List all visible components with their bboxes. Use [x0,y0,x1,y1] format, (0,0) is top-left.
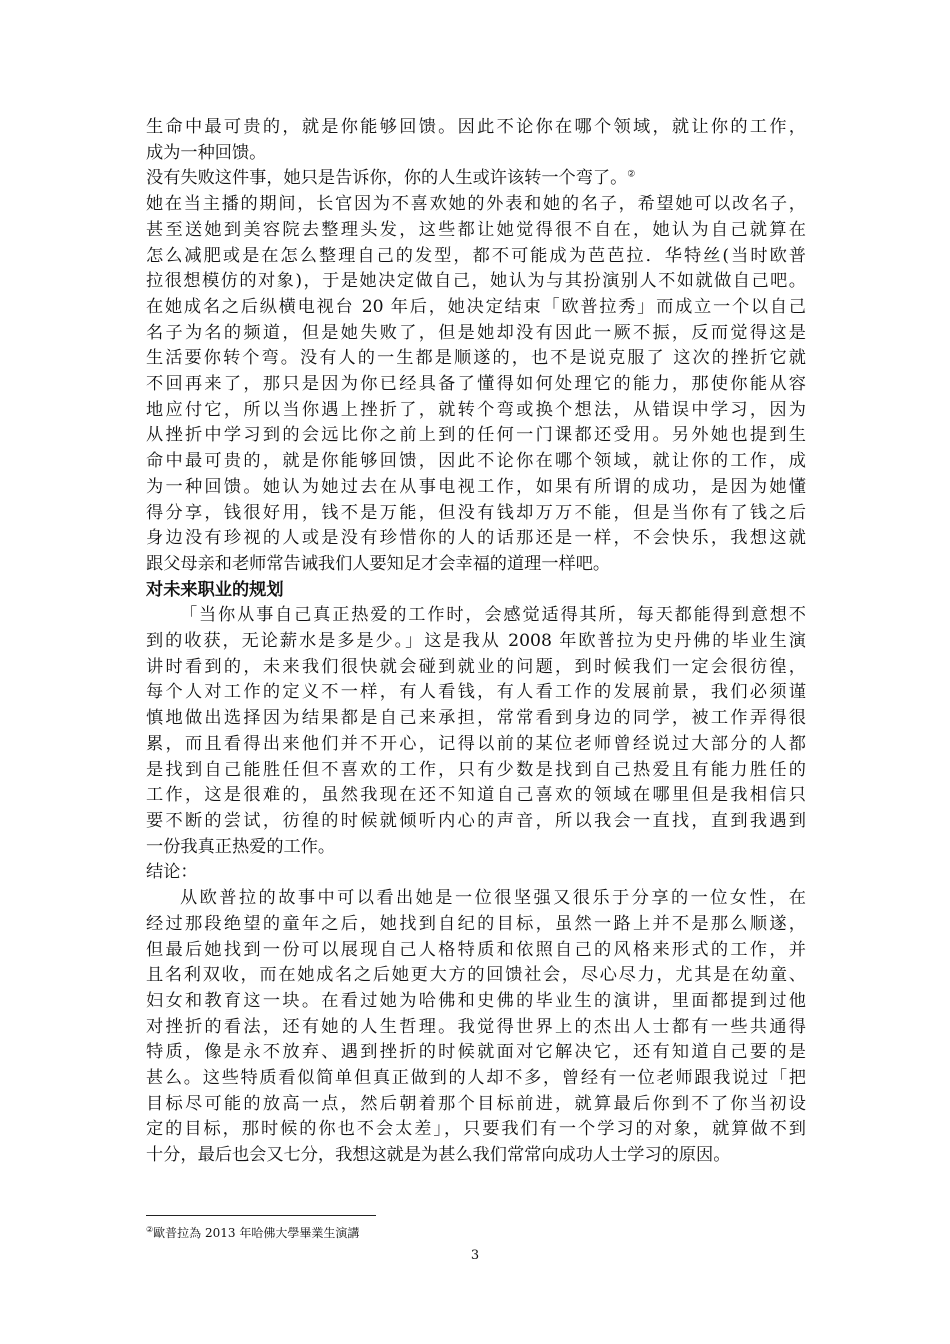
text-line: 生命中最可贵的，就是你能够回馈。因此不论你在哪个领域，就让你的工作， [146,117,806,137]
footnote [146,1225,359,1241]
paragraph-career [146,603,806,860]
text-line: 讲时看到的，未来我们很快就会碰到就业的问题，到时候我们一定会很彷徨， [146,656,806,677]
text-line: 甚至送她到美容院去整理头发，这些都让她觉得很不自在，她认为自己就算在 [146,219,806,240]
text-line: 一份我真正热爱的工作。 [146,836,336,857]
text-line: 跟父母亲和老师常告诫我们人要知足才会幸福的道理一样吧。 [146,553,611,574]
section-heading-career: 对未来职业的规划 [146,579,284,600]
text-line: 慎地做出选择因为结果都是自己来承担，常常看到身边的同学，被工作弄得很 [146,708,806,729]
text-line: 但最后她找到一份可以展现自己人格特质和依照自己的风格来形式的工作，并 [146,939,806,960]
text-line: 妇女和教育这一块。在看过她为哈佛和史佛的毕业生的演讲，里面都提到过他 [146,990,806,1011]
text-line: 目标尽可能的放高一点，然后朝着那个目标前进，就算最后你到不了你当初设 [146,1093,806,1114]
text-line: 成为一种回馈。 [146,142,267,163]
text-line: 是找到自己能胜任但不喜欢的工作，只有少数是找到自己热爱且有能力胜任的 [146,759,806,780]
text-line: 经过那段绝望的童年之后，她找到自纪的目标，虽然一路上并不是那么顺遂， [146,913,806,934]
text-line: 怎么减肥或是在怎么整理自己的发型，都不可能成为芭芭拉．华特丝(当时欧普 [146,245,806,266]
text-line: 累，而且看得出来他们并不开心，记得以前的某位老师曾经说过大部分的人都 [146,733,806,754]
text-line: 从欧普拉的故事中可以看出她是一位很坚强又很乐于分享的一位女性，在 [180,888,806,909]
quote-line [146,166,806,192]
section-heading-conclusion: 结论： [146,862,198,883]
text-line: 她在当主播的期间，长官因为不喜欢她的外表和她的名子，希望她可以改名子， [146,194,806,215]
text-line: 且名利双收，而在她成名之后她更大方的回馈社会，尽心尽力，尤其是在幼童、 [146,965,806,986]
text-line: 名子为名的频道，但是她失败了，但是她却没有因此一厥不振，反而觉得这是 [146,322,806,343]
document-body [146,115,806,1169]
text-line: 特质，像是永不放弃、遇到挫折的时候就面对它解决它，还有知道自己要的是 [146,1042,806,1063]
text-line: 十分，最后也会又七分，我想这就是为甚么我们常常向成功人士学习的原因。 [146,1145,731,1166]
text-line: 要不断的尝试，彷徨的时候就倾听内心的声音，所以我会一直找，直到我遇到 [146,810,806,831]
text-line: 工作，这是很难的，虽然我现在还不知道自己喜欢的领域在哪里但是我相信只 [146,785,806,806]
text-line: 「当你从事自己真正热爱的工作时，会感觉适得其所，每天都能得到意想不 [180,605,806,626]
text-line: 到的收获，无论薪水是多是少。」这是我从 2008 年欧普拉为史丹佛的毕业生演 [146,631,806,652]
footnote-marker: ② [146,1225,154,1234]
paragraph-conclusion [146,886,806,1169]
paragraph-intro [146,115,806,166]
text-line: 地应付它，所以当你遇上挫折了，就转个弯或换个想法，从错误中学习，因为 [146,399,806,420]
text-line: 甚么。这些特质看似简单但真正做到的人却不多，曾经有一位老师跟我说过「把 [146,1068,806,1089]
text-line: 在她成名之后纵横电视台 20 年后，她决定结束「欧普拉秀」而成立一个以自己 [146,296,806,317]
text-line: 为一种回馈。她认为她过去在从事电视工作，如果有所谓的成功，是因为她懂 [146,476,806,497]
text-line: 拉很想模仿的对象)，于是她决定做自己，她认为与其扮演别人不如就做自己吧。 [146,271,806,292]
text-line: 不回再来了，那只是因为你已经具备了懂得如何处理它的能力，那使你能从容 [146,374,806,395]
text-line: 得分享，钱很好用，钱不是万能，但没有钱却万万不能，但是当你有了钱之后 [146,502,806,523]
text-line: 定的目标，那时候的你也不会太差」，只要我们有一个学习的对象，就算做不到 [146,1119,806,1140]
footnote-text: 歐普拉為 2013 年哈佛大學畢業生演講 [153,1226,360,1240]
text-line: 生活要你转个弯。没有人的一生都是顺遂的，也不是说克服了 这次的挫折它就 [146,348,806,369]
footnote-divider [146,1215,376,1216]
text-line: 身边没有珍视的人或是没有珍惜你的人的话那还是一样，不会快乐，我想这就 [146,528,806,549]
footnote-reference[interactable]: ② [627,169,636,180]
page-number: 3 [470,1248,480,1263]
text-line: 每个人对工作的定义不一样，有人看钱，有人看工作的发展前景，我们必须谨 [146,682,806,703]
text-line: 命中最可贵的，就是你能够回馈，因此不论你在哪个领域，就让你的工作，成 [146,451,806,472]
text-line: 从挫折中学习到的会远比你之前上到的任何一门课都还受用。另外她也提到生 [146,425,806,446]
paragraph-body [146,192,806,578]
quote-text: 没有失败这件事，她只是告诉你，你的人生或许该转一个弯了。 [146,168,628,189]
text-line: 对挫折的看法，还有她的人生哲理。我觉得世界上的杰出人士都有一些共通得 [146,1016,806,1037]
